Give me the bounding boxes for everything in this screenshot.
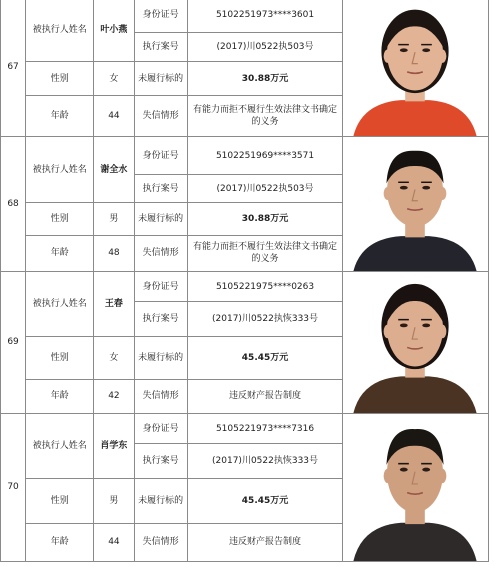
person-name: 叶小燕 bbox=[94, 0, 134, 62]
label-id-number: 身份证号 bbox=[134, 0, 187, 33]
label-gender: 性别 bbox=[26, 479, 94, 523]
label-credit-situation: 失信情形 bbox=[134, 235, 187, 271]
person-name: 王春 bbox=[94, 272, 134, 337]
credit-situation: 有能力而拒不履行生效法律文书确定的义务 bbox=[187, 235, 343, 271]
label-age: 年龄 bbox=[26, 95, 94, 136]
id-number: 5105221973****7316 bbox=[187, 414, 343, 444]
label-executed-person: 被执行人姓名 bbox=[26, 414, 94, 479]
record-number: 68 bbox=[1, 137, 26, 272]
table-row bbox=[1, 0, 489, 33]
label-case-number: 执行案号 bbox=[134, 444, 187, 479]
label-credit-situation: 失信情形 bbox=[134, 95, 187, 136]
label-age: 年龄 bbox=[26, 235, 94, 271]
gender-value: 女 bbox=[94, 62, 134, 95]
unfulfilled-amount: 30.88万元 bbox=[187, 62, 343, 95]
case-number: (2017)川0522执503号 bbox=[187, 33, 343, 62]
label-age: 年龄 bbox=[26, 379, 94, 413]
label-unfulfilled: 未履行标的 bbox=[134, 337, 187, 379]
case-number: (2017)川0522执恢333号 bbox=[187, 444, 343, 479]
person-photo bbox=[343, 414, 489, 562]
portrait-image bbox=[345, 414, 485, 561]
gender-value: 男 bbox=[94, 203, 134, 235]
portrait-image bbox=[345, 272, 485, 413]
label-age: 年龄 bbox=[26, 523, 94, 561]
label-case-number: 执行案号 bbox=[134, 33, 187, 62]
person-photo bbox=[343, 272, 489, 414]
label-executed-person: 被执行人姓名 bbox=[26, 0, 94, 62]
person-photo bbox=[343, 137, 489, 272]
age-value: 42 bbox=[94, 379, 134, 413]
record-number: 70 bbox=[1, 414, 26, 562]
case-number: (2017)川0522执503号 bbox=[187, 175, 343, 203]
label-credit-situation: 失信情形 bbox=[134, 523, 187, 561]
unfulfilled-amount: 30.88万元 bbox=[187, 203, 343, 235]
label-id-number: 身份证号 bbox=[134, 272, 187, 302]
table-row bbox=[1, 137, 489, 175]
age-value: 44 bbox=[94, 523, 134, 561]
label-unfulfilled: 未履行标的 bbox=[134, 62, 187, 95]
table-row bbox=[1, 272, 489, 302]
credit-situation: 违反财产报告制度 bbox=[187, 379, 343, 413]
label-gender: 性别 bbox=[26, 337, 94, 379]
portrait-image bbox=[345, 137, 485, 271]
credit-situation: 有能力而拒不履行生效法律文书确定的义务 bbox=[187, 95, 343, 136]
age-value: 44 bbox=[94, 95, 134, 136]
id-number: 5105221975****0263 bbox=[187, 272, 343, 302]
age-value: 48 bbox=[94, 235, 134, 271]
label-case-number: 执行案号 bbox=[134, 175, 187, 203]
label-unfulfilled: 未履行标的 bbox=[134, 203, 187, 235]
label-credit-situation: 失信情形 bbox=[134, 379, 187, 413]
person-photo bbox=[343, 0, 489, 137]
unfulfilled-amount: 45.45万元 bbox=[187, 479, 343, 523]
record-number: 67 bbox=[1, 0, 26, 137]
person-name: 肖学东 bbox=[94, 414, 134, 479]
gender-value: 女 bbox=[94, 337, 134, 379]
gender-value: 男 bbox=[94, 479, 134, 523]
label-executed-person: 被执行人姓名 bbox=[26, 137, 94, 203]
label-unfulfilled: 未履行标的 bbox=[134, 479, 187, 523]
case-number: (2017)川0522执恢333号 bbox=[187, 302, 343, 337]
label-id-number: 身份证号 bbox=[134, 137, 187, 175]
id-number: 5102251973****3601 bbox=[187, 0, 343, 33]
label-gender: 性别 bbox=[26, 203, 94, 235]
label-executed-person: 被执行人姓名 bbox=[26, 272, 94, 337]
unfulfilled-amount: 45.45万元 bbox=[187, 337, 343, 379]
credit-situation: 违反财产报告制度 bbox=[187, 523, 343, 561]
person-name: 谢全水 bbox=[94, 137, 134, 203]
id-number: 5102251969****3571 bbox=[187, 137, 343, 175]
label-gender: 性别 bbox=[26, 62, 94, 95]
table-row bbox=[1, 414, 489, 444]
portrait-image bbox=[345, 0, 485, 136]
label-case-number: 执行案号 bbox=[134, 302, 187, 337]
label-id-number: 身份证号 bbox=[134, 414, 187, 444]
record-number: 69 bbox=[1, 272, 26, 414]
